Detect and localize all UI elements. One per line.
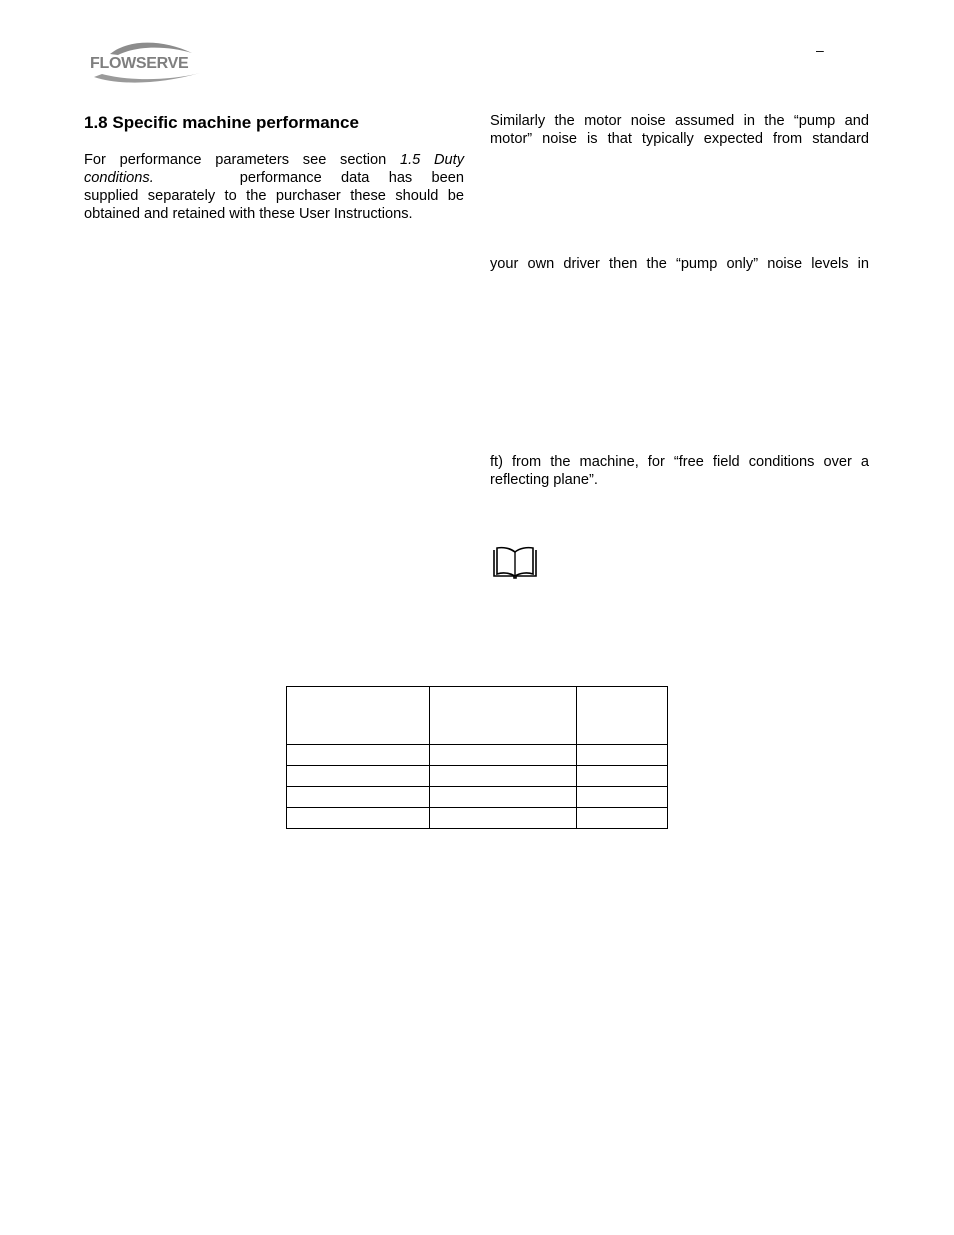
noise-level-table	[286, 686, 668, 829]
table-cell	[577, 766, 668, 787]
table-header-cell	[577, 687, 668, 745]
section-reference: 1.5 Duty	[399, 152, 464, 168]
table-cell	[430, 808, 577, 829]
table-cell	[577, 745, 668, 766]
paragraph-line: reflecting plane”.	[490, 472, 598, 488]
page-marker: –	[816, 42, 824, 58]
paragraph-line: Similarly the motor noise assumed in the “pump and	[490, 113, 869, 129]
paragraph-line: For performance parameters see section 1.5 Duty	[84, 152, 464, 168]
table-header-cell	[430, 687, 577, 745]
table-cell	[430, 745, 577, 766]
logo-text: FLOWSERVE	[90, 55, 189, 72]
performance-paragraph	[84, 151, 464, 223]
paragraph-line: ft) from the machine, for “free field conditions over a	[490, 454, 869, 470]
table-header-cell	[287, 687, 430, 745]
table-cell	[287, 766, 430, 787]
paragraph-line: your own driver then the “pump only” noise levels in	[490, 256, 869, 272]
paragraph-line: conditions. performance data has been	[84, 170, 464, 186]
book-icon	[491, 545, 539, 581]
table-row	[287, 745, 668, 766]
table-cell	[430, 766, 577, 787]
free-field-paragraph	[490, 453, 869, 489]
table-cell	[287, 787, 430, 808]
paragraph-line: supplied separately to the purchaser these should be	[84, 188, 464, 204]
motor-noise-paragraph	[490, 112, 869, 148]
section-reference: conditions.	[84, 170, 154, 186]
table-row	[287, 808, 668, 829]
table-header-row	[287, 687, 668, 745]
table-cell	[287, 745, 430, 766]
table-row	[287, 766, 668, 787]
table-cell	[430, 787, 577, 808]
paragraph-line: motor” noise is that typically expected from standard	[490, 131, 869, 147]
paragraph-line: obtained and retained with these User Instructions.	[84, 206, 413, 222]
table-cell	[577, 787, 668, 808]
table-cell	[577, 808, 668, 829]
driver-noise-paragraph	[490, 255, 869, 273]
section-heading: 1.8 Specific machine performance	[84, 113, 359, 132]
table-row	[287, 787, 668, 808]
flowserve-logo	[88, 41, 208, 87]
table-cell	[287, 808, 430, 829]
